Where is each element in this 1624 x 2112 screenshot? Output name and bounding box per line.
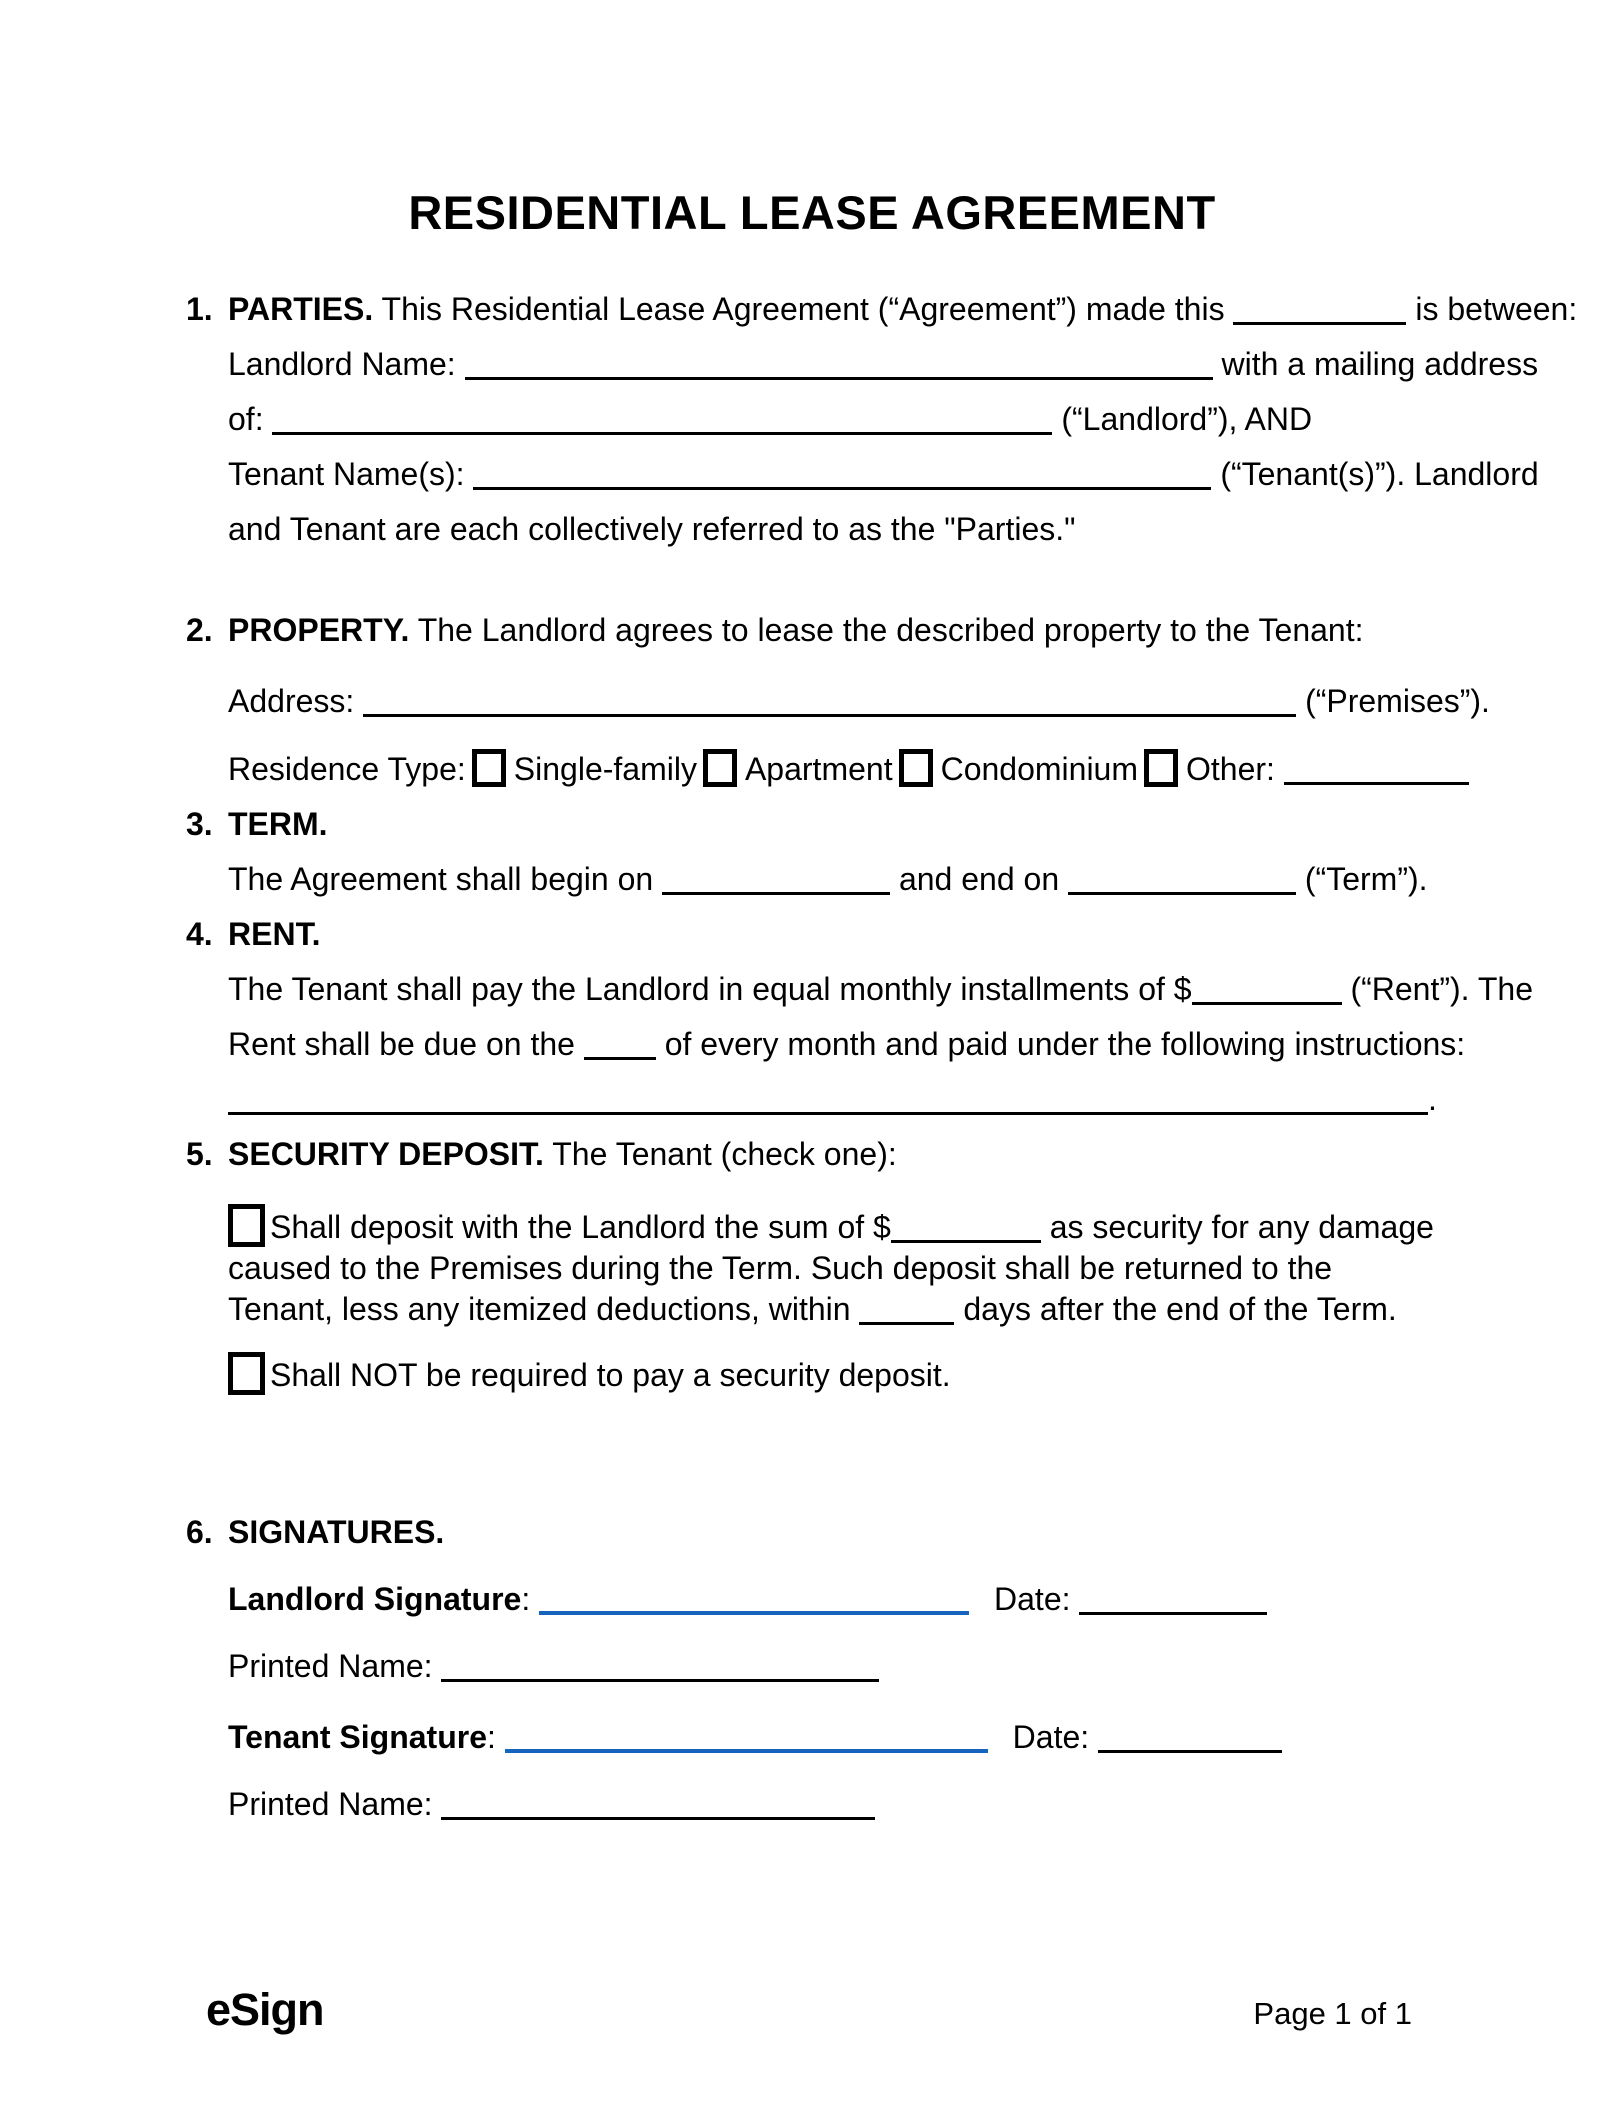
term-heading-line — [228, 797, 1438, 852]
landlord-signature-colon: : — [521, 1581, 531, 1617]
parties-heading: PARTIES. — [228, 291, 374, 327]
section-parties — [186, 282, 1578, 557]
security-heading-line — [228, 1127, 1438, 1182]
section-signatures — [186, 1505, 1438, 1832]
section-security-number: 5. — [186, 1136, 213, 1172]
page-title: RESIDENTIAL LEASE AGREEMENT — [408, 186, 1216, 239]
tenant-signature-label: Tenant Signature — [228, 1719, 487, 1755]
landlord-address-input[interactable] — [272, 426, 1052, 435]
tenant-printed-name-input[interactable] — [441, 1811, 875, 1820]
deposit-option-text-3: days after the end of the Term. — [963, 1291, 1397, 1327]
section-rent-number: 4. — [186, 916, 213, 952]
rent-due-tail: of every month and paid under the following instructions: — [664, 1026, 1466, 1062]
term-heading: TERM. — [228, 806, 328, 842]
no-deposit-option — [228, 1352, 1438, 1393]
property-address-line — [228, 674, 1490, 729]
section-parties-number: 1. — [186, 291, 213, 327]
rent-due-line — [228, 1017, 1466, 1072]
deposit-return-days-input[interactable] — [859, 1316, 954, 1325]
landlord-address-label: of: — [228, 401, 264, 437]
term-tail-text: (“Term”). — [1304, 861, 1428, 897]
landlord-signature-row — [228, 1572, 1438, 1627]
term-end-date-input[interactable] — [1068, 886, 1296, 895]
residence-other-input[interactable] — [1284, 776, 1469, 785]
deposit-amount-input[interactable] — [891, 1234, 1041, 1243]
residence-option-condominium: Condominium — [940, 751, 1138, 787]
signatures-heading-line — [228, 1505, 1438, 1560]
property-address-label: Address: — [228, 683, 355, 719]
checkbox-single-family[interactable] — [472, 749, 506, 787]
residence-option-apartment: Apartment — [744, 751, 893, 787]
agreement-date-blank[interactable] — [1233, 316, 1406, 325]
tenant-names-tail: (“Tenant(s)”). Landlord — [1220, 456, 1539, 492]
tenant-printed-name-label: Printed Name: — [228, 1786, 433, 1822]
term-start-date-input[interactable] — [662, 886, 890, 895]
checkbox-no-deposit[interactable] — [228, 1352, 265, 1395]
term-body-line — [228, 852, 1438, 907]
security-intro-text: The Tenant (check one): — [552, 1136, 897, 1172]
security-heading: SECURITY DEPOSIT. — [228, 1136, 544, 1172]
payment-instructions-period: . — [1428, 1081, 1437, 1117]
section-term — [186, 797, 1438, 907]
property-address-tail: (“Premises”). — [1305, 683, 1490, 719]
parties-closing-text: and Tenant are each collectively referred to as the "Parties." — [228, 511, 1076, 547]
property-address-input[interactable] — [363, 708, 1296, 717]
rent-due-text: Rent shall be due on the — [228, 1026, 575, 1062]
landlord-name-label: Landlord Name: — [228, 346, 456, 382]
term-begin-text: The Agreement shall begin on — [228, 861, 654, 897]
tenant-date-input[interactable] — [1098, 1744, 1282, 1753]
deposit-option-text-2: as security for any damage caused to the Premises during the Term. Such deposit shall be returned to the Tenant, less any itemized deductions, within — [228, 1209, 1434, 1327]
tenant-names-line — [228, 447, 1539, 502]
rent-amount-line — [228, 962, 1534, 1017]
landlord-name-input[interactable] — [465, 371, 1213, 380]
tenant-printed-name-row — [228, 1777, 1438, 1832]
residence-option-single-family: Single-family — [513, 751, 697, 787]
landlord-date-input[interactable] — [1079, 1606, 1267, 1615]
tenant-signature-line[interactable] — [505, 1743, 988, 1753]
rent-heading-line — [228, 907, 1438, 962]
landlord-printed-name-row — [228, 1639, 1438, 1694]
section-signatures-number: 6. — [186, 1514, 213, 1550]
rent-heading: RENT. — [228, 916, 321, 952]
payment-instructions-input[interactable] — [228, 1106, 1428, 1115]
checkbox-deposit-required[interactable] — [228, 1204, 265, 1247]
residence-type-label: Residence Type: — [228, 751, 466, 787]
parties-intro-after: is between: — [1415, 291, 1578, 327]
section-property — [186, 603, 1490, 797]
section-property-number: 2. — [186, 612, 213, 648]
signatures-heading: SIGNATURES. — [228, 1514, 445, 1550]
landlord-signature-line[interactable] — [539, 1605, 969, 1615]
term-middle-text: and end on — [898, 861, 1060, 897]
landlord-signature-label: Landlord Signature — [228, 1581, 522, 1617]
deposit-option-text-1: Shall deposit with the Landlord the sum of $ — [270, 1209, 891, 1245]
landlord-address-tail: (“Landlord”), AND — [1061, 401, 1313, 437]
residence-type-line — [228, 742, 1438, 797]
parties-closing-line — [228, 502, 1438, 557]
parties-intro-line — [228, 282, 1578, 337]
checkbox-condominium[interactable] — [899, 749, 933, 787]
landlord-name-tail: with a mailing address — [1221, 346, 1539, 382]
deposit-required-option — [228, 1204, 1438, 1330]
esign-logo: eSign — [206, 1984, 324, 2035]
tenant-names-label: Tenant Name(s): — [228, 456, 465, 492]
rent-amount-input[interactable] — [1192, 996, 1342, 1005]
property-heading: PROPERTY. — [228, 612, 410, 648]
checkbox-other[interactable] — [1144, 749, 1178, 787]
page-number: Page 1 of 1 — [1253, 1996, 1412, 2031]
section-rent — [186, 907, 1534, 1127]
rent-due-day-input[interactable] — [584, 1051, 656, 1060]
landlord-printed-name-label: Printed Name: — [228, 1648, 433, 1684]
section-security-deposit — [186, 1127, 1438, 1393]
property-heading-line — [228, 603, 1438, 658]
property-intro-text: The Landlord agrees to lease the described property to the Tenant: — [417, 612, 1364, 648]
checkbox-apartment[interactable] — [703, 749, 737, 787]
payment-instructions-line — [228, 1072, 1438, 1127]
parties-intro-before: This Residential Lease Agreement (“Agreement”) made this — [381, 291, 1225, 327]
tenant-signature-row — [228, 1710, 1438, 1765]
residence-option-other-label: Other: — [1186, 751, 1275, 787]
landlord-date-label: Date: — [994, 1581, 1071, 1617]
document-content — [186, 186, 1578, 1832]
landlord-name-line — [228, 337, 1539, 392]
no-deposit-option-text: Shall NOT be required to pay a security deposit. — [270, 1357, 951, 1393]
landlord-address-line — [228, 392, 1438, 447]
rent-amount-tail: (“Rent”). The — [1350, 971, 1534, 1007]
tenant-date-label: Date: — [1012, 1719, 1090, 1755]
section-term-number: 3. — [186, 806, 213, 842]
landlord-printed-name-input[interactable] — [441, 1673, 879, 1682]
tenant-names-input[interactable] — [473, 481, 1211, 490]
tenant-signature-colon: : — [486, 1719, 496, 1755]
rent-amount-text: The Tenant shall pay the Landlord in equal monthly installments of $ — [228, 971, 1192, 1007]
